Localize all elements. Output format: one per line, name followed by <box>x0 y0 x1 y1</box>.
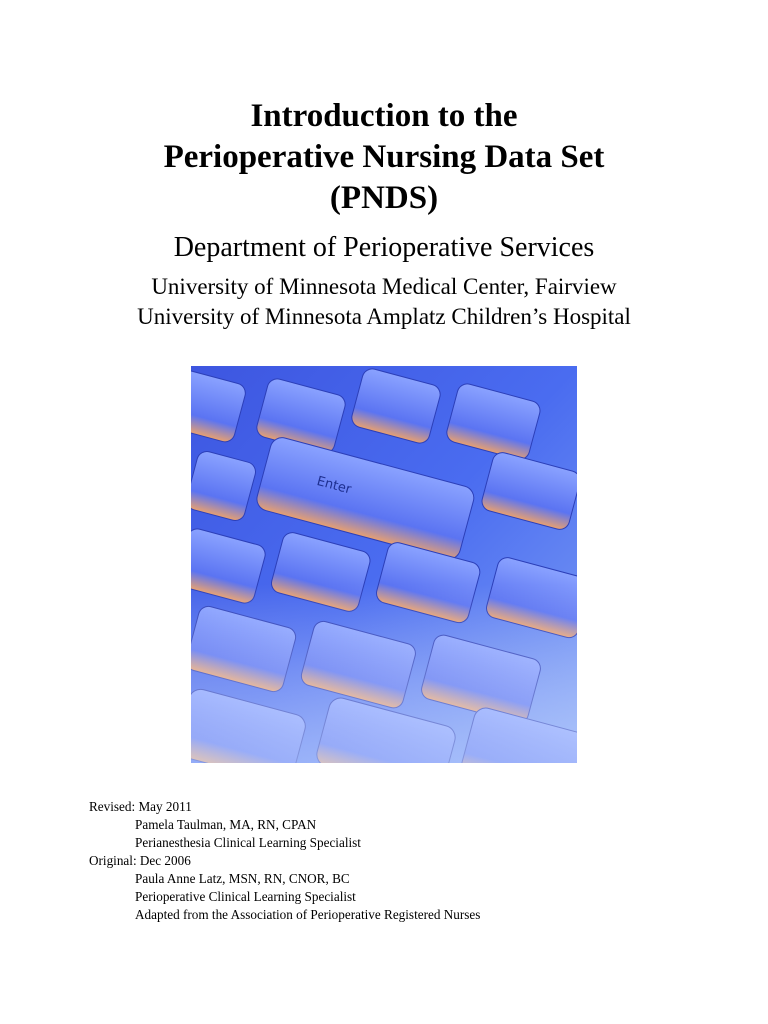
adapted-from: Adapted from the Association of Perioperative Registered Nurses <box>135 907 481 922</box>
institution-1: University of Minnesota Medical Center, Fairview <box>151 274 617 299</box>
title-line-2: Perioperative Nursing Data Set <box>163 139 605 175</box>
original-role: Perioperative Clinical Learning Specialist <box>135 889 356 904</box>
original-author: Paula Anne Latz, MSN, RN, CNOR, BC <box>135 871 350 886</box>
department-name: Department of Perioperative Services <box>173 232 595 263</box>
title-line-1: Introduction to the <box>250 98 518 134</box>
keyboard-cover-image <box>191 366 577 763</box>
institutions <box>0 272 768 332</box>
revised-role: Perianesthesia Clinical Learning Specialist <box>135 835 361 850</box>
revised-date: Revised: May 2011 <box>89 799 192 814</box>
title-line-3: (PNDS) <box>329 180 439 216</box>
enter-key-label: Enter <box>315 474 353 498</box>
institution-2: University of Minnesota Amplatz Children’s Hospital <box>137 304 631 329</box>
credits <box>89 798 480 924</box>
document-title <box>0 96 768 219</box>
revised-author: Pamela Taulman, MA, RN, CPAN <box>135 817 317 832</box>
original-date: Original: Dec 2006 <box>89 853 191 868</box>
